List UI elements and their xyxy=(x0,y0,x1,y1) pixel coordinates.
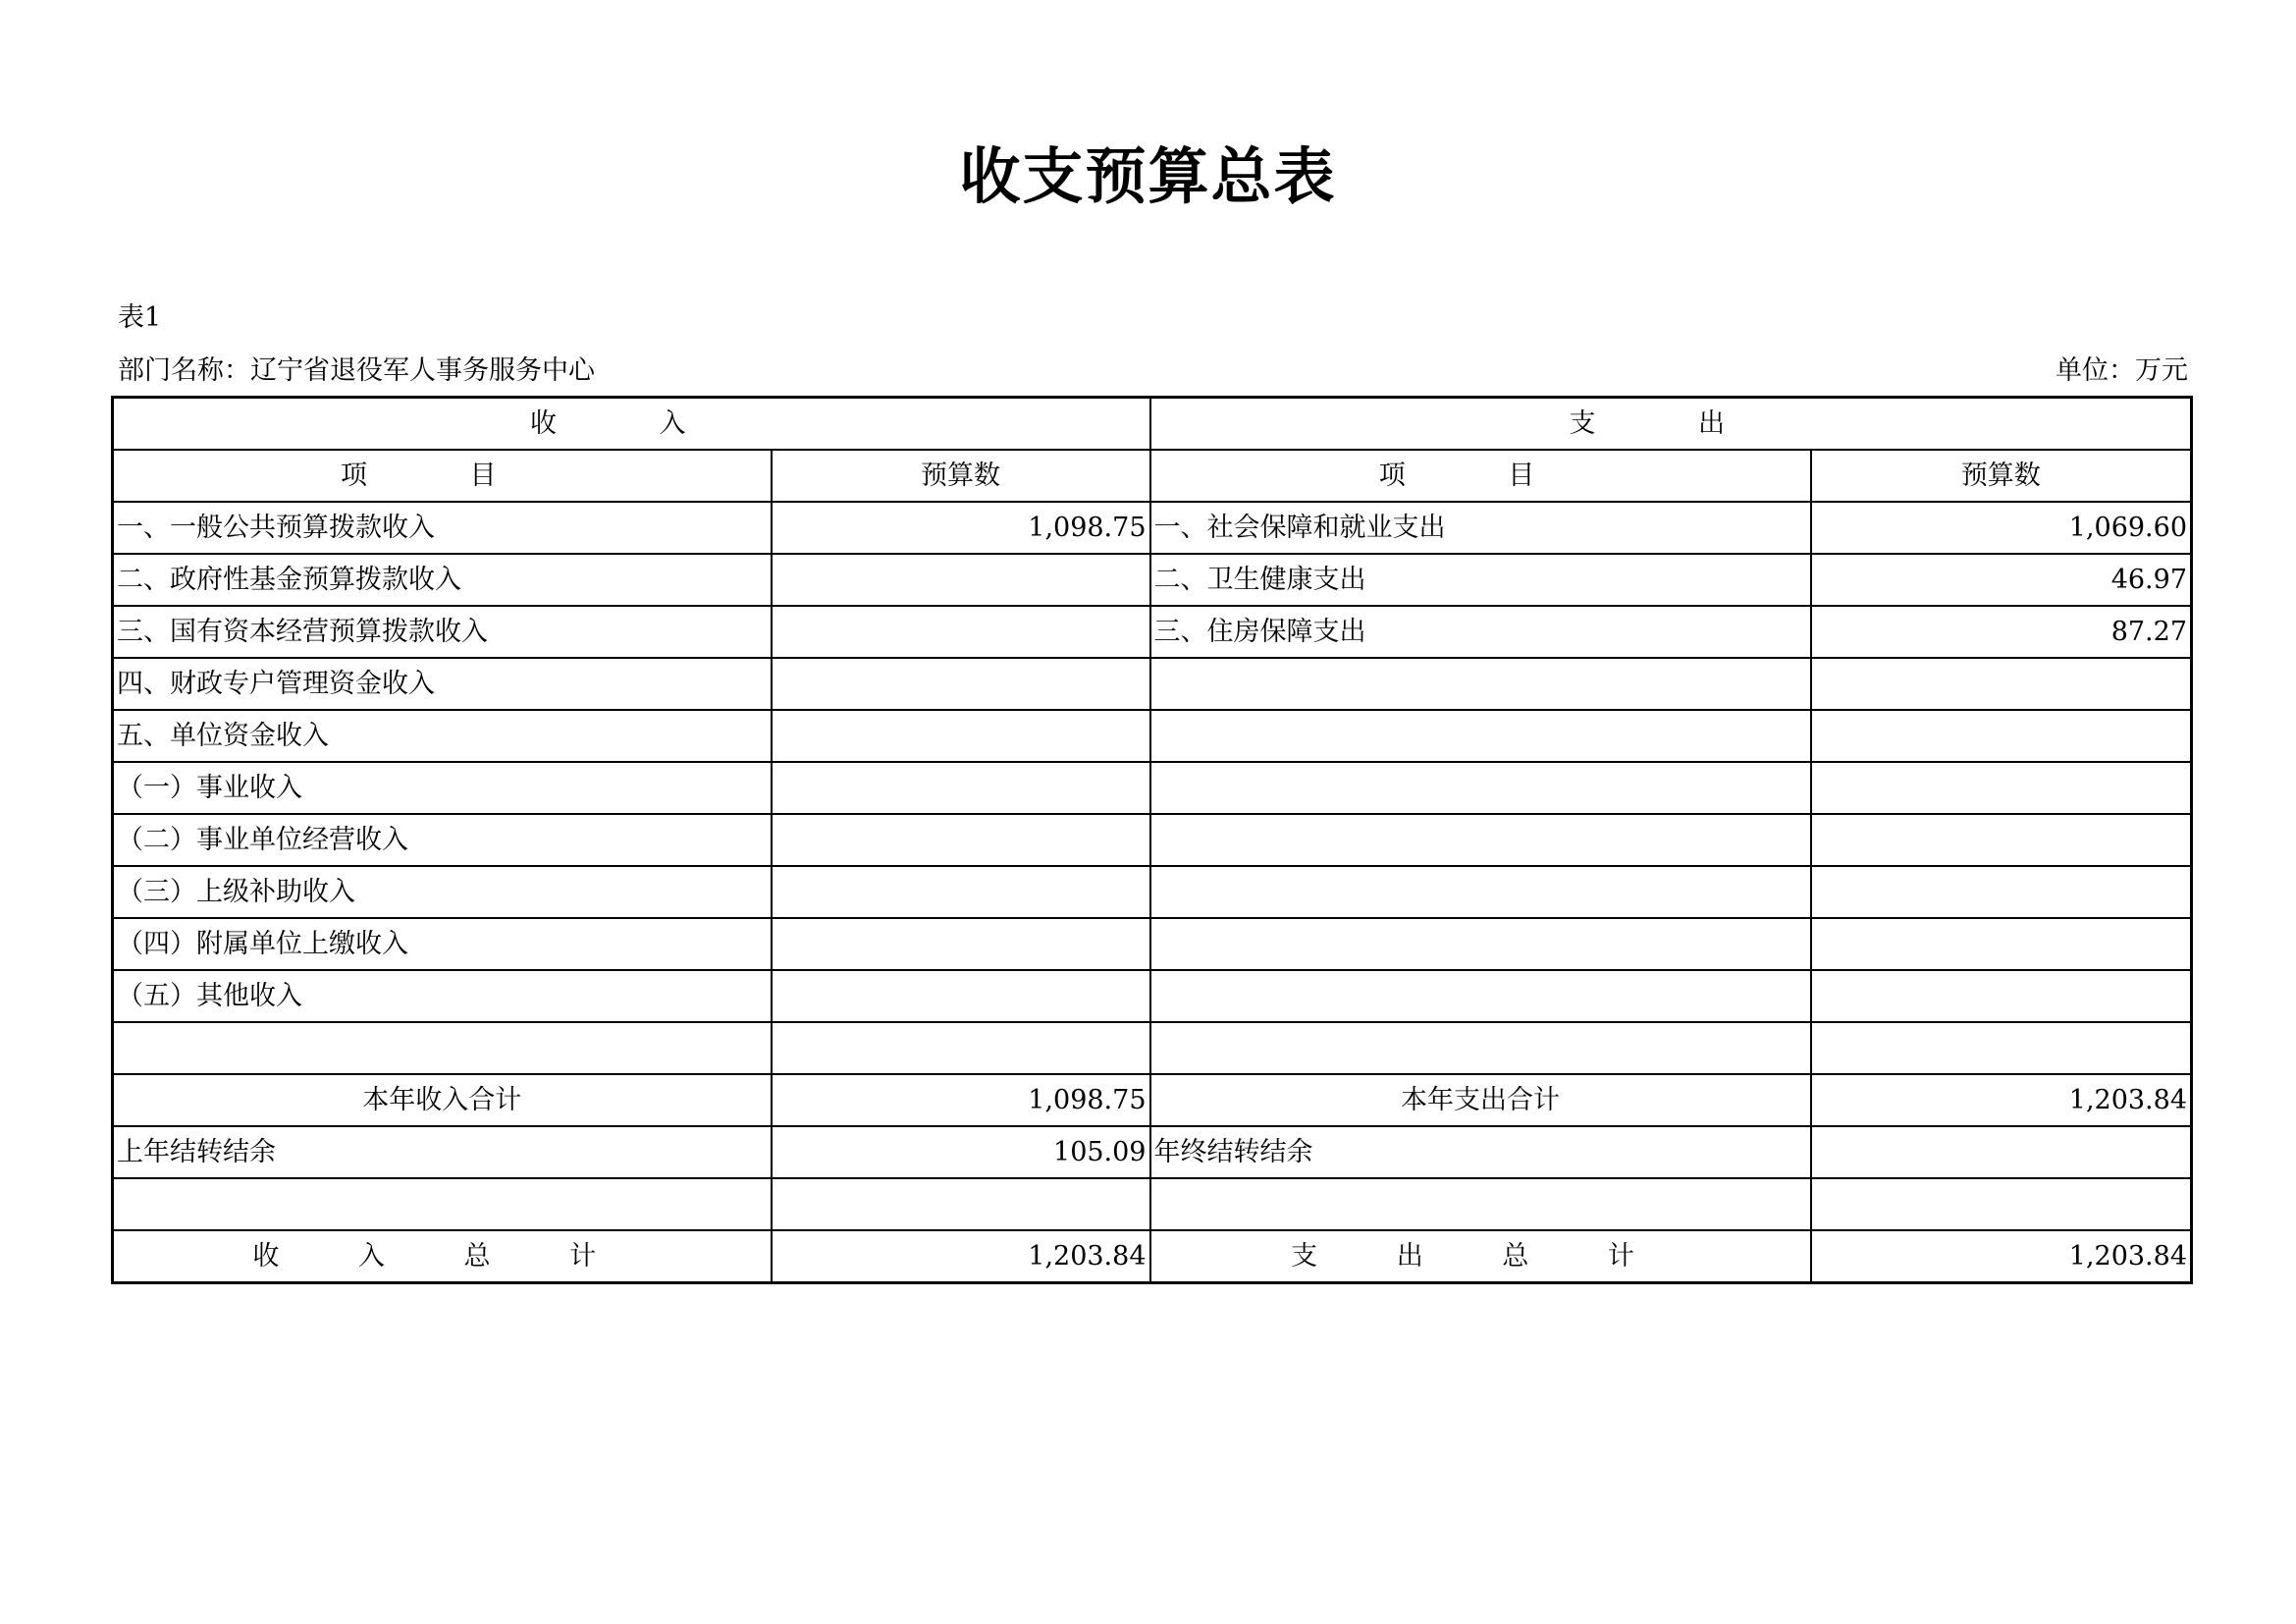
income-item-cell xyxy=(113,1022,772,1074)
expense-item-header: 项 目 xyxy=(1150,450,1811,502)
income-value-cell: 1,098.75 xyxy=(772,502,1150,554)
income-item-header: 项 目 xyxy=(113,450,772,502)
expense-budget-header: 预算数 xyxy=(1811,450,2192,502)
empty-cell xyxy=(1150,1178,1811,1230)
income-item-cell: （四）附属单位上缴收入 xyxy=(113,918,772,970)
income-value-cell xyxy=(772,918,1150,970)
expense-label-cell: 支 出 总 计 xyxy=(1150,1230,1811,1283)
income-item-cell: 四、财政专户管理资金收入 xyxy=(113,658,772,710)
page-title: 收支预算总表 xyxy=(959,140,1337,212)
column-header-row xyxy=(113,450,2192,502)
income-item-cell: （三）上级补助收入 xyxy=(113,866,772,918)
empty-cell xyxy=(113,1178,772,1230)
expense-value-cell xyxy=(1811,762,2192,814)
blank-row xyxy=(113,1178,2192,1230)
expense-item-cell xyxy=(1150,918,1811,970)
expense-item-cell xyxy=(1150,814,1811,866)
department-name: 部门名称：辽宁省退役军人事务服务中心 xyxy=(118,355,595,386)
budget-table xyxy=(111,396,2193,1284)
table-row xyxy=(113,1022,2192,1074)
table-row xyxy=(113,762,2192,814)
table-row xyxy=(113,918,2192,970)
expense-value-cell xyxy=(1811,866,2192,918)
income-value-cell xyxy=(772,710,1150,762)
expense-item-cell xyxy=(1150,1022,1811,1074)
income-item-cell: （一）事业收入 xyxy=(113,762,772,814)
table-row xyxy=(113,814,2192,866)
grand-total-row xyxy=(113,1230,2192,1283)
table-row xyxy=(113,658,2192,710)
table-row xyxy=(113,606,2192,658)
income-item-cell: 二、政府性基金预算拨款收入 xyxy=(113,554,772,606)
table-row xyxy=(113,970,2192,1022)
expense-value-cell xyxy=(1811,970,2192,1022)
expense-item-cell xyxy=(1150,658,1811,710)
income-section-header: 收 入 xyxy=(113,398,1150,451)
expense-label-cell: 年终结转结余 xyxy=(1150,1126,1811,1178)
carry-over-row xyxy=(113,1126,2192,1178)
income-value-cell xyxy=(772,606,1150,658)
income-value-cell: 105.09 xyxy=(772,1126,1150,1178)
expense-item-cell xyxy=(1150,710,1811,762)
income-value-cell xyxy=(772,1022,1150,1074)
income-value-cell xyxy=(772,866,1150,918)
expense-item-cell: 二、卫生健康支出 xyxy=(1150,554,1811,606)
income-value-cell: 1,098.75 xyxy=(772,1074,1150,1126)
table-row xyxy=(113,554,2192,606)
expense-item-cell: 一、社会保障和就业支出 xyxy=(1150,502,1811,554)
income-item-cell: 一、一般公共预算拨款收入 xyxy=(113,502,772,554)
income-value-cell xyxy=(772,814,1150,866)
table-number: 表1 xyxy=(118,302,162,333)
income-value-cell xyxy=(772,970,1150,1022)
expense-value-cell: 1,203.84 xyxy=(1811,1074,2192,1126)
income-label-cell: 收 入 总 计 xyxy=(113,1230,772,1283)
empty-cell xyxy=(772,1178,1150,1230)
income-item-cell: 三、国有资本经营预算拨款收入 xyxy=(113,606,772,658)
expense-item-cell xyxy=(1150,762,1811,814)
expense-value-cell: 46.97 xyxy=(1811,554,2192,606)
income-item-cell: 五、单位资金收入 xyxy=(113,710,772,762)
expense-value-cell: 1,069.60 xyxy=(1811,502,2192,554)
expense-value-cell xyxy=(1811,918,2192,970)
expense-value-cell: 87.27 xyxy=(1811,606,2192,658)
expense-item-cell xyxy=(1150,866,1811,918)
section-header-row xyxy=(113,398,2192,451)
expense-value-cell xyxy=(1811,710,2192,762)
income-label-cell: 本年收入合计 xyxy=(113,1074,772,1126)
income-budget-header: 预算数 xyxy=(772,450,1150,502)
expense-value-cell xyxy=(1811,1022,2192,1074)
table-row xyxy=(113,502,2192,554)
income-value-cell xyxy=(772,554,1150,606)
income-item-cell: （五）其他收入 xyxy=(113,970,772,1022)
unit-label: 单位：万元 xyxy=(2056,355,2188,386)
expense-value-cell xyxy=(1811,1126,2192,1178)
empty-cell xyxy=(1811,1178,2192,1230)
income-value-cell: 1,203.84 xyxy=(772,1230,1150,1283)
income-value-cell xyxy=(772,762,1150,814)
table-row xyxy=(113,710,2192,762)
table-row xyxy=(113,866,2192,918)
income-item-cell: （二）事业单位经营收入 xyxy=(113,814,772,866)
income-value-cell xyxy=(772,658,1150,710)
income-label-cell: 上年结转结余 xyxy=(113,1126,772,1178)
expense-label-cell: 本年支出合计 xyxy=(1150,1074,1811,1126)
expense-value-cell xyxy=(1811,658,2192,710)
expense-item-cell xyxy=(1150,970,1811,1022)
expense-item-cell: 三、住房保障支出 xyxy=(1150,606,1811,658)
expense-value-cell: 1,203.84 xyxy=(1811,1230,2192,1283)
expense-section-header: 支 出 xyxy=(1150,398,2192,451)
expense-value-cell xyxy=(1811,814,2192,866)
year-total-row xyxy=(113,1074,2192,1126)
